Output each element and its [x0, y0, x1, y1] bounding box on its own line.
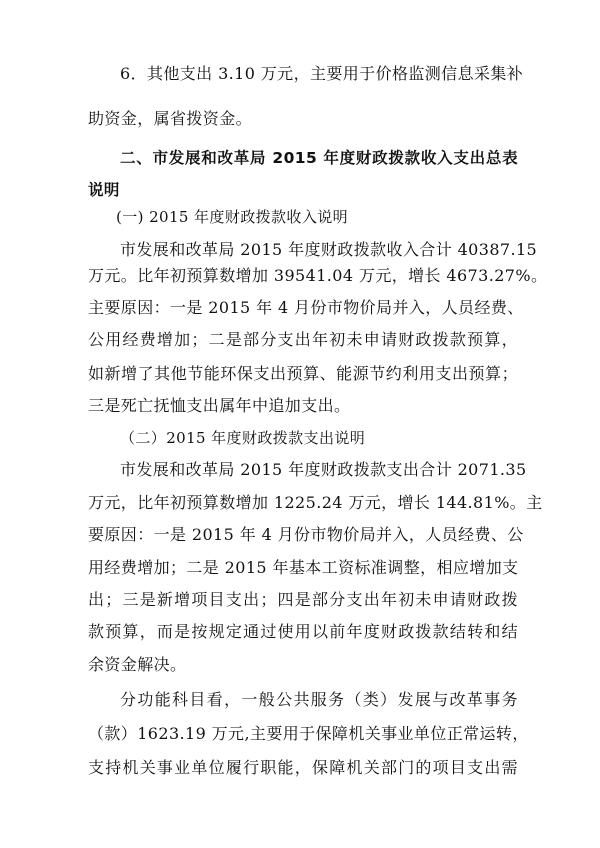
- text-line: 余资金解决。: [88, 655, 187, 674]
- text-line: 公用经费增加；二是部分支出年初未申请财政拨款预算，: [88, 330, 518, 349]
- subsection-heading: (一) 2015 年度财政拨款收入说明: [116, 208, 349, 226]
- section-heading: 二、市发展和改革局 2015 年度财政拨款收入支出总表: [120, 149, 518, 167]
- text-line: 如新增了其他节能环保支出预算、能源节约利用支出预算；: [88, 364, 518, 383]
- section-heading: 说明: [88, 181, 120, 199]
- text-line: 市发展和改革局 2015 年度财政拨款支出合计 2071.35: [120, 460, 527, 479]
- text-line: 三是死亡抚恤支出属年中追加支出。: [88, 396, 351, 415]
- text-line: 主要原因：一是 2015 年 4 月份市物价局并入，人员经费、: [88, 298, 524, 317]
- subsection-heading: （二）2015 年度财政拨款支出说明: [120, 429, 366, 447]
- text-line: 市发展和改革局 2015 年度财政拨款收入合计 40387.15: [120, 240, 538, 259]
- text-line: 款预算，而是按规定通过使用以前年度财政拨款结转和结: [88, 622, 518, 641]
- text-line: 用经费增加；二是 2015 年基本工资标准调整，相应增加支: [88, 558, 519, 577]
- text-line: 分功能科目看，一般公共服务（类）发展与改革事务: [120, 690, 518, 709]
- text-line: （款）1623.19 万元,主要用于保障机关事业单位正常运转，: [88, 724, 529, 743]
- text-line: 万元。比年初预算数增加 39541.04 万元，增长 4673.27%。: [88, 266, 548, 285]
- text-line: 万元，比年初预算数增加 1225.24 万元，增长 144.81%。主: [88, 493, 543, 512]
- text-line: 助资金，属省拨资金。: [88, 109, 253, 128]
- text-line: 6．其他支出 3.10 万元，主要用于价格监测信息采集补: [120, 64, 524, 83]
- text-line: 出；三是新增项目支出；四是部分支出年初未申请财政拨: [88, 590, 518, 609]
- text-line: 支持机关事业单位履行职能，保障机关部门的项目支出需: [88, 758, 518, 777]
- text-line: 要原因：一是 2015 年 4 月份市物价局并入，人员经费、公: [88, 525, 524, 544]
